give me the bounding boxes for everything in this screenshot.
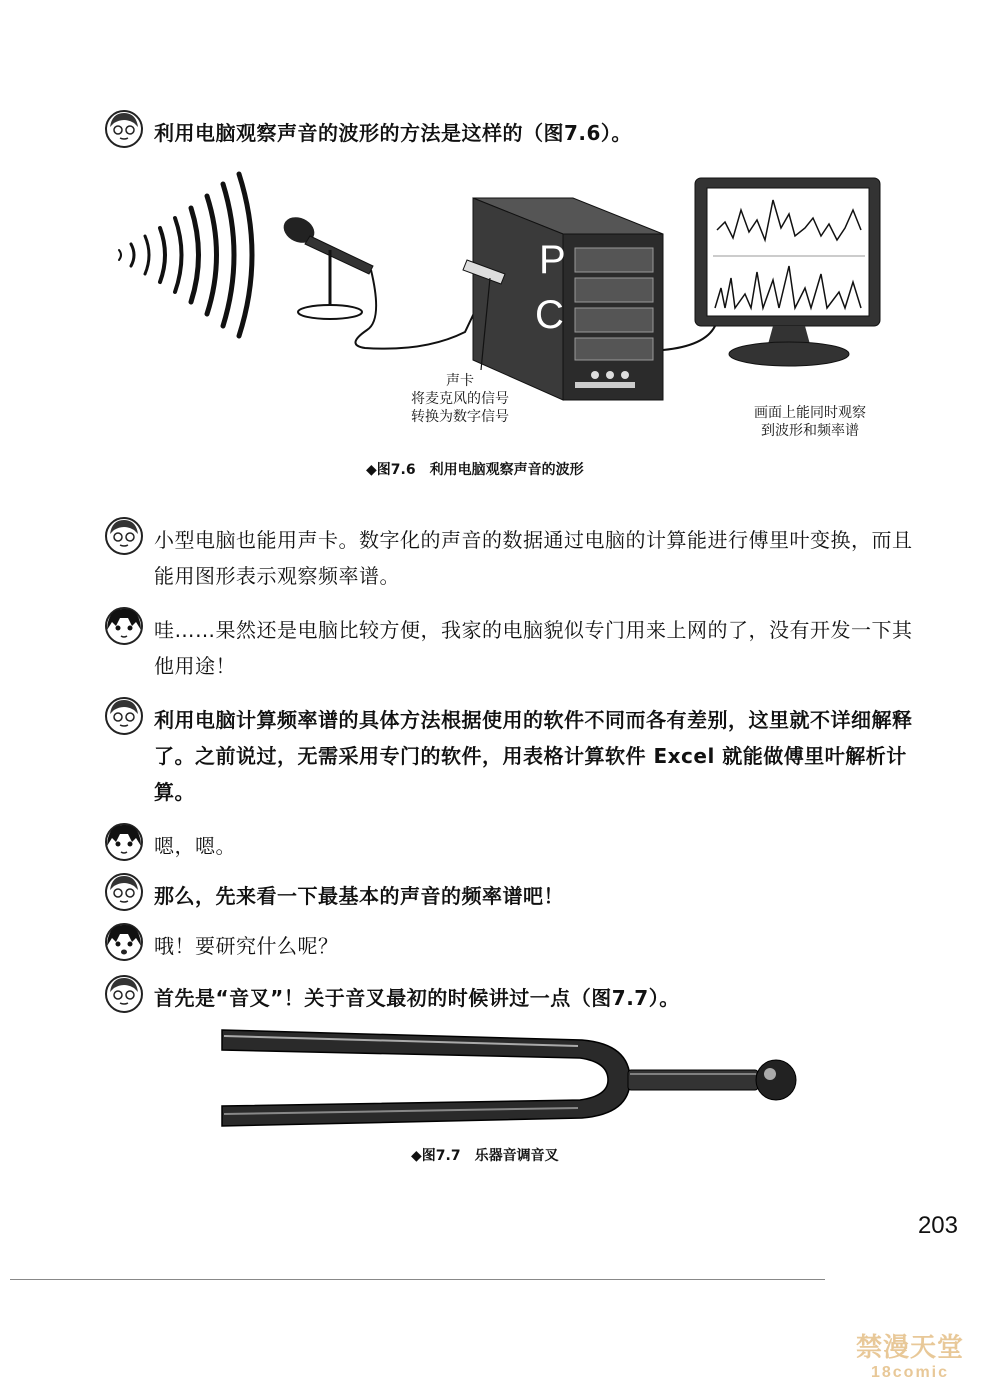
dialogue-line-7 [104,928,914,964]
dialogue-line-6 [104,878,914,914]
teacher-avatar-icon [104,696,144,736]
student-avatar-icon [104,822,144,862]
dialogue-text: 利用电脑观察声音的波形的方法是这样的（图7.6）。 [154,121,632,145]
watermark-title: 禁漫天堂 [855,1332,964,1362]
soundcard-label-title: 声卡 [446,373,474,389]
dialogue-line-3 [104,612,914,684]
dialogue-text: 小型电脑也能用声卡。数字化的声音的数据通过电脑的计算能进行傅里叶变换，而且能用图形表示观察频率谱。 [154,528,913,588]
dialogue-line-2 [104,522,914,594]
watermark [850,1327,970,1382]
dialogue-text: 嗯，嗯。 [154,834,236,858]
pc-letter-p: P [539,238,566,282]
watermark-subtitle: 18comic [870,1364,950,1381]
teacher-avatar-icon [104,974,144,1014]
sound-waves-icon [119,174,252,336]
teacher-avatar-icon [104,109,144,149]
microphone-icon [279,212,373,319]
monitor-label-line: 画面上能同时观察 [754,405,866,421]
footer-divider [10,1279,825,1280]
cable-icon [355,270,485,349]
dialogue-line-1 [104,115,914,151]
dialogue-line-4 [104,702,914,810]
figure-7-7-caption: ◆图7.7 乐器音调音叉 [411,1148,559,1164]
monitor-label [730,404,890,440]
monitor-icon [695,178,880,366]
pc-letter-c: C [535,293,564,337]
figure-7-6-caption: ◆图7.6 利用电脑观察声音的波形 [366,462,584,478]
teacher-avatar-icon [104,872,144,912]
teacher-avatar-icon [104,516,144,556]
dialogue-line-5 [104,828,914,864]
tuning-fork-icon [210,1022,810,1132]
soundcard-label-line: 将麦克风的信号 [411,391,509,407]
monitor-label-line: 到波形和频率谱 [761,423,859,439]
student-avatar-icon [104,922,144,962]
dialogue-text: 那么，先来看一下最基本的声音的频率谱吧！ [154,884,564,908]
soundcard-label [390,372,530,426]
dialogue-text: 利用电脑计算频率谱的具体方法根据使用的软件不同而各有差别，这里就不详细解释了。之前说过，无需采用专门的软件，用表格计算软件 Excel 就能做傅里叶解析计算。 [154,708,913,804]
student-avatar-icon [104,606,144,646]
soundcard-label-line: 转换为数字信号 [411,409,509,425]
dialogue-text: 哇……果然还是电脑比较方便，我家的电脑貌似专门用来上网的了，没有开发一下其他用途！ [154,618,913,678]
dialogue-text: 首先是“音叉”！关于音叉最初的时候讲过一点（图7.7）。 [154,986,680,1010]
dialogue-text: 哦！要研究什么呢？ [154,934,339,958]
dialogue-line-8 [104,980,914,1016]
page-number: 203 [917,1212,958,1239]
